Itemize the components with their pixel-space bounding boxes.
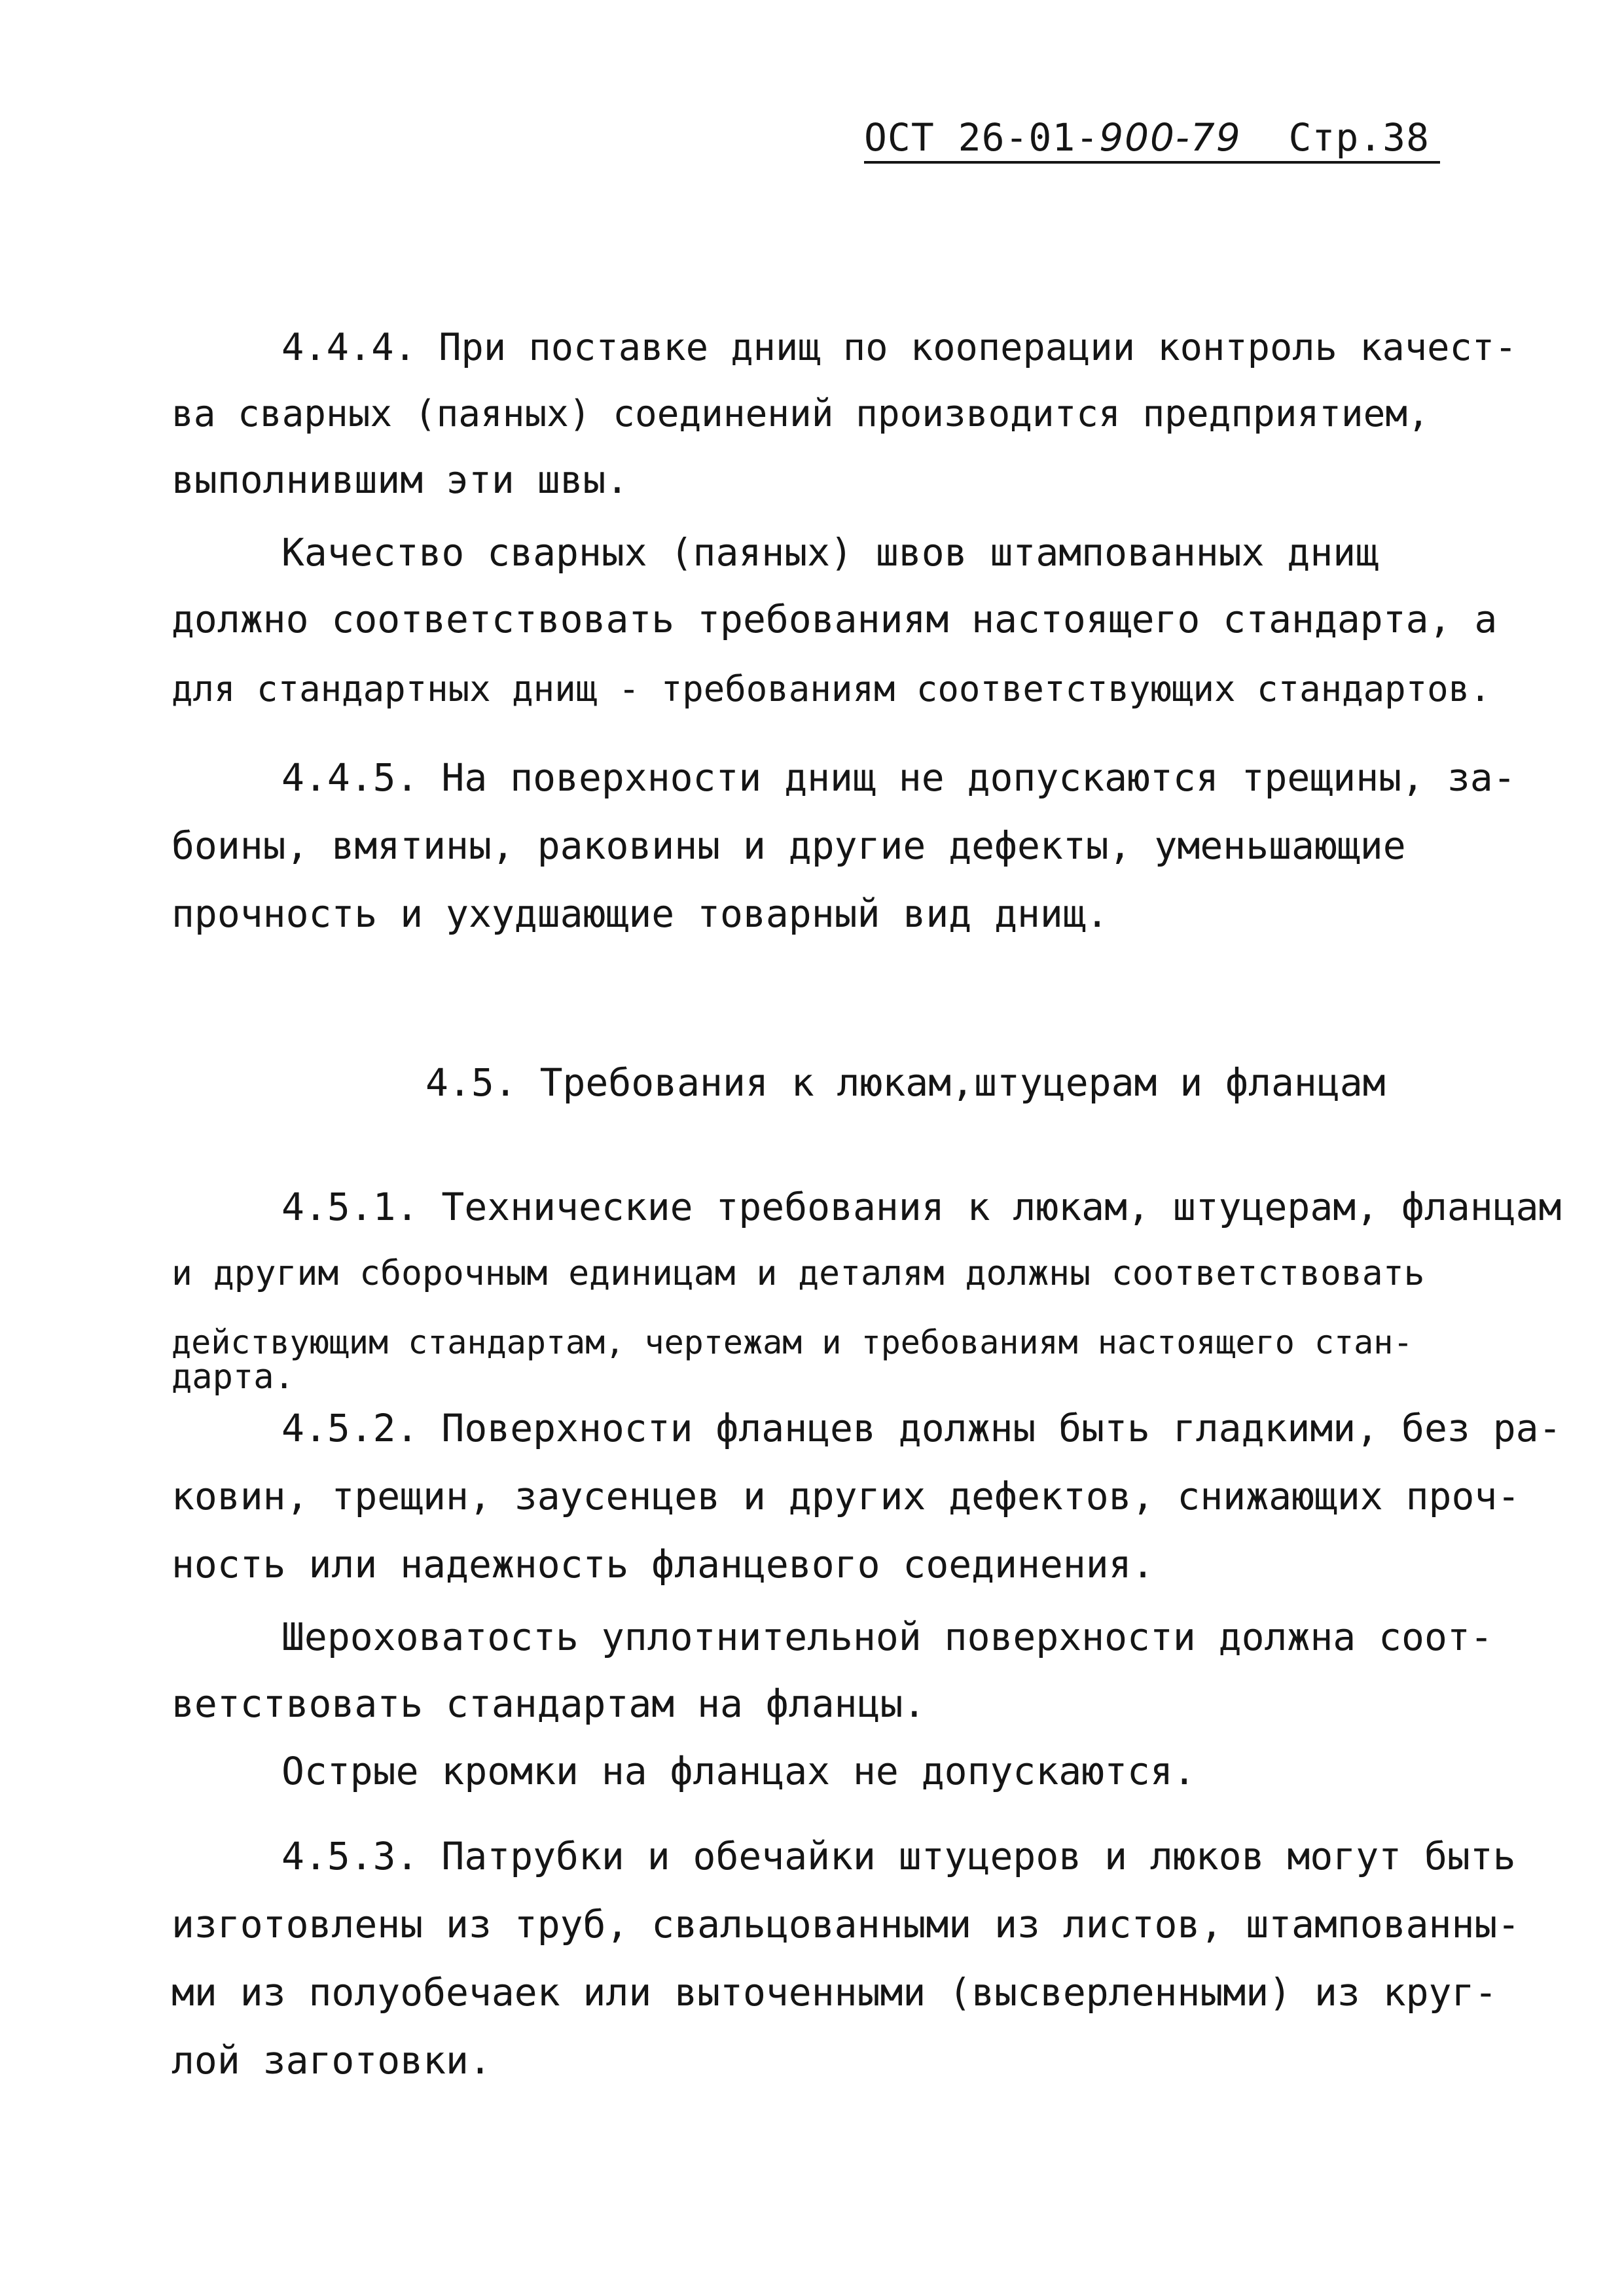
page-label: Стр. [1288,115,1383,160]
text-line: Шероховатость уплотнительной поверхности должна соот- [281,1615,1493,1659]
text-line: Острые кромки на фланцах не допускаются. [281,1749,1196,1793]
text-line: ветствовать стандартам на фланцы. [171,1681,926,1726]
text-line: боины, вмятины, раковины и другие дефекты, уменьшающие [171,823,1406,868]
text-line: ковин, трещин, заусенцев и других дефектов, снижающих проч- [171,1474,1521,1518]
text-line: дарта. [171,1357,295,1397]
text-line: ва сварных (паяных) соединений производится предприятием, [171,393,1430,435]
text-line: 4.4.5. На поверхности днищ не допускаются трещины, за- [281,755,1516,800]
text-line: прочность и ухудшающие товарный вид днищ. [171,891,1109,936]
text-line: и другим сборочным единицам и деталям должны соответствовать [171,1253,1425,1293]
text-line: для стандартных днищ - требованиям соответствующих стандартов. [171,668,1491,709]
text-line: ми из полуобечаек или выточенными (высверленными) из круг- [171,1970,1498,2015]
text-line: 4.5.2. Поверхности фланцев должны быть гладкими, без ра- [281,1406,1562,1450]
text-line: 4.5.3. Патрубки и обечайки штуцеров и люков могут быть [281,1834,1516,1878]
text-line: ность или надежность фланцевого соединения. [171,1542,1155,1587]
document-header [864,111,1430,164]
text-line: изготовлены из труб, свальцованными из листов, штампованны- [171,1902,1521,1946]
section-heading: 4.5. Требования к люкам,штуцерам и фланцам [425,1060,1386,1105]
text-line: Качество сварных (паяных) швов штампованных днищ [281,530,1379,575]
text-line: действующим стандартам, чертежам и требованиям настоящего стан- [171,1323,1413,1361]
text-line: 4.5.1. Технические требования к люкам, штуцерам, фланцам [281,1185,1562,1229]
text-line: выполнившим эти швы. [171,457,629,502]
doc-number: 900-79 [1099,115,1242,160]
text-line: лой заготовки. [171,2038,492,2083]
page-number: 38 [1382,115,1430,160]
doc-code: ОСТ 26-01- [864,115,1100,160]
text-line: 4.4.4. При поставке днищ по кооперации контроль качест- [281,326,1517,369]
text-line: должно соответствовать требованиям настоящего стандарта, а [171,597,1498,641]
header-underline [864,161,1440,164]
